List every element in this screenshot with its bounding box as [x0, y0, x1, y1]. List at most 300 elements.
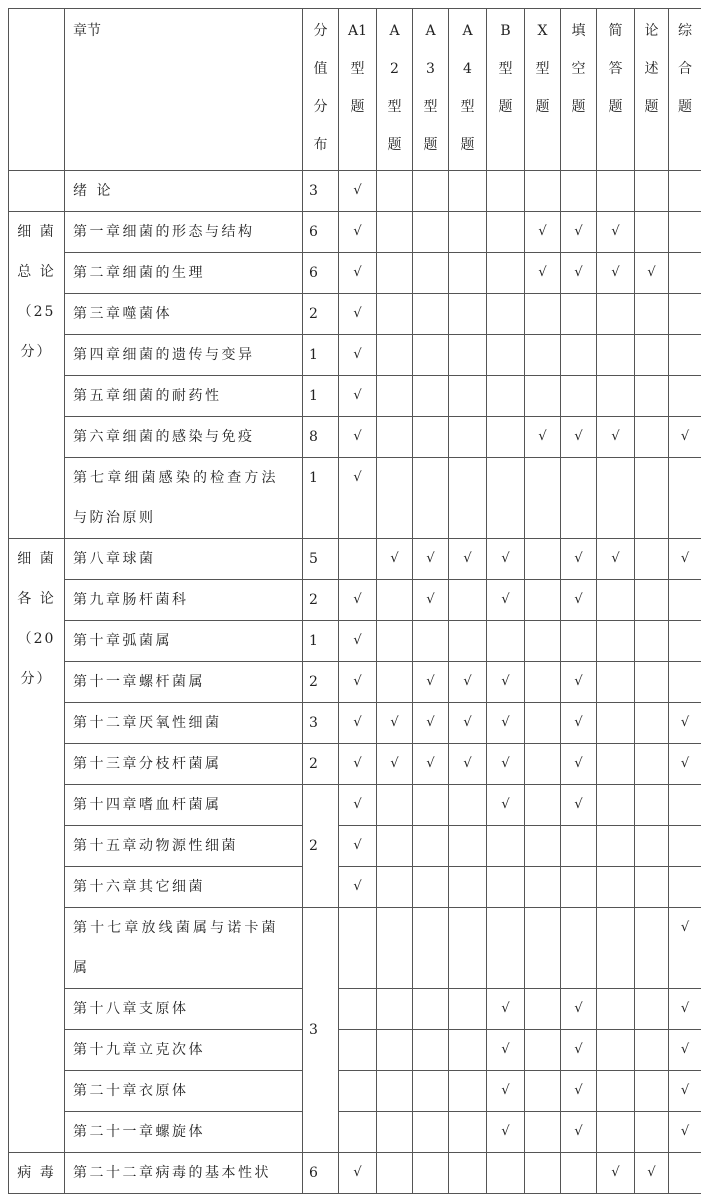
- check-mark-cell: √: [635, 1153, 669, 1194]
- header-type-char: B: [487, 12, 524, 50]
- check-mark-cell: √: [561, 1030, 597, 1071]
- empty-cell: [561, 335, 597, 376]
- score-cell: 6: [303, 1153, 339, 1194]
- empty-cell: [635, 785, 669, 826]
- empty-cell: [525, 1112, 561, 1153]
- chapter-cell: 第二章细菌的生理: [65, 253, 303, 294]
- check-mark-cell: √: [669, 1030, 701, 1071]
- empty-cell: [669, 867, 701, 908]
- check-mark-cell: √: [377, 539, 413, 580]
- header-type-char: 简: [597, 12, 634, 50]
- empty-cell: [635, 703, 669, 744]
- empty-cell: [635, 580, 669, 621]
- empty-cell: [525, 785, 561, 826]
- chapter-cell: 第十八章支原体: [65, 989, 303, 1030]
- group-label-line: 总 论: [9, 252, 64, 292]
- chapter-cell: 第三章噬菌体: [65, 294, 303, 335]
- chapter-cell: 第十九章立克次体: [65, 1030, 303, 1071]
- empty-cell: [525, 171, 561, 212]
- empty-cell: [413, 253, 449, 294]
- table-row: [9, 621, 701, 662]
- empty-cell: [377, 335, 413, 376]
- empty-cell: [635, 171, 669, 212]
- check-mark-cell: √: [339, 662, 377, 703]
- table-row: [9, 417, 701, 458]
- check-mark-cell: √: [525, 212, 561, 253]
- header-type-char: 型: [413, 88, 448, 126]
- check-mark-cell: √: [597, 417, 635, 458]
- empty-cell: [561, 458, 597, 539]
- empty-cell: [487, 417, 525, 458]
- check-mark-cell: √: [339, 867, 377, 908]
- header-type-A3: [413, 9, 449, 171]
- empty-cell: [597, 335, 635, 376]
- empty-cell: [449, 1153, 487, 1194]
- group-cell: [9, 171, 65, 212]
- empty-cell: [377, 417, 413, 458]
- header-type-char: 题: [339, 88, 376, 126]
- empty-cell: [635, 621, 669, 662]
- header-type-short: [597, 9, 635, 171]
- empty-cell: [413, 908, 449, 989]
- header-row: [9, 9, 701, 171]
- empty-cell: [449, 458, 487, 539]
- empty-cell: [561, 294, 597, 335]
- header-type-essay: [635, 9, 669, 171]
- header-type-char: A: [449, 12, 486, 50]
- table-row: [9, 539, 701, 580]
- chapter-cell: 第二十一章螺旋体: [65, 1112, 303, 1153]
- empty-cell: [487, 253, 525, 294]
- empty-cell: [339, 908, 377, 989]
- check-mark-cell: √: [339, 253, 377, 294]
- empty-cell: [635, 662, 669, 703]
- group-label-line: （25: [9, 292, 64, 332]
- empty-cell: [597, 1112, 635, 1153]
- check-mark-cell: √: [561, 417, 597, 458]
- header-type-char: 4: [449, 50, 486, 88]
- empty-cell: [449, 908, 487, 989]
- chapter-cell: 第十五章动物源性细菌: [65, 826, 303, 867]
- empty-cell: [487, 376, 525, 417]
- empty-cell: [487, 335, 525, 376]
- empty-cell: [377, 662, 413, 703]
- empty-cell: [413, 826, 449, 867]
- check-mark-cell: √: [339, 621, 377, 662]
- chapter-cell: 绪 论: [65, 171, 303, 212]
- empty-cell: [413, 1030, 449, 1071]
- group-label-line: 分）: [9, 659, 64, 699]
- header-chapter: 章节: [65, 9, 303, 171]
- empty-cell: [525, 908, 561, 989]
- empty-cell: [525, 703, 561, 744]
- check-mark-cell: √: [487, 1071, 525, 1112]
- header-type-char: 型: [339, 50, 376, 88]
- empty-cell: [597, 294, 635, 335]
- check-mark-cell: √: [561, 662, 597, 703]
- empty-cell: [635, 1030, 669, 1071]
- check-mark-cell: √: [339, 744, 377, 785]
- header-type-char: 2: [377, 50, 412, 88]
- empty-cell: [413, 212, 449, 253]
- empty-cell: [597, 867, 635, 908]
- table-row: [9, 335, 701, 376]
- check-mark-cell: √: [561, 212, 597, 253]
- empty-cell: [669, 662, 701, 703]
- header-type-char: 填: [561, 12, 596, 50]
- empty-cell: [525, 294, 561, 335]
- check-mark-cell: √: [597, 253, 635, 294]
- empty-cell: [449, 1071, 487, 1112]
- check-mark-cell: √: [449, 703, 487, 744]
- table-row: [9, 744, 701, 785]
- check-mark-cell: √: [449, 744, 487, 785]
- check-mark-cell: √: [339, 171, 377, 212]
- empty-cell: [413, 376, 449, 417]
- empty-cell: [525, 826, 561, 867]
- check-mark-cell: √: [487, 703, 525, 744]
- empty-cell: [449, 171, 487, 212]
- check-mark-cell: √: [487, 580, 525, 621]
- header-type-char: 型: [525, 50, 560, 88]
- check-mark-cell: √: [339, 703, 377, 744]
- empty-cell: [635, 908, 669, 989]
- empty-cell: [597, 171, 635, 212]
- check-mark-cell: √: [525, 253, 561, 294]
- empty-cell: [449, 580, 487, 621]
- check-mark-cell: √: [413, 580, 449, 621]
- empty-cell: [413, 785, 449, 826]
- check-mark-cell: √: [561, 580, 597, 621]
- empty-cell: [449, 989, 487, 1030]
- empty-cell: [413, 1112, 449, 1153]
- check-mark-cell: √: [339, 212, 377, 253]
- empty-cell: [525, 335, 561, 376]
- empty-cell: [449, 621, 487, 662]
- score-cell: 3: [303, 908, 339, 1153]
- empty-cell: [339, 989, 377, 1030]
- empty-cell: [449, 376, 487, 417]
- empty-cell: [635, 294, 669, 335]
- empty-cell: [413, 171, 449, 212]
- check-mark-cell: √: [669, 417, 701, 458]
- check-mark-cell: √: [487, 989, 525, 1030]
- header-type-char: A1: [339, 12, 376, 50]
- empty-cell: [413, 1153, 449, 1194]
- check-mark-cell: √: [487, 1030, 525, 1071]
- empty-cell: [561, 621, 597, 662]
- empty-cell: [339, 539, 377, 580]
- check-mark-cell: √: [413, 539, 449, 580]
- empty-cell: [413, 335, 449, 376]
- header-type-X: [525, 9, 561, 171]
- check-mark-cell: √: [487, 744, 525, 785]
- empty-cell: [635, 376, 669, 417]
- score-cell: 3: [303, 703, 339, 744]
- empty-cell: [377, 1071, 413, 1112]
- header-type-char: 题: [669, 88, 701, 126]
- header-score-char: 布: [303, 126, 338, 164]
- chapter-cell: 第十三章分枝杆菌属: [65, 744, 303, 785]
- chapter-cell: 第四章细菌的遗传与变异: [65, 335, 303, 376]
- empty-cell: [635, 826, 669, 867]
- empty-cell: [449, 1112, 487, 1153]
- empty-cell: [377, 253, 413, 294]
- check-mark-cell: √: [525, 417, 561, 458]
- empty-cell: [449, 294, 487, 335]
- header-type-char: X: [525, 12, 560, 50]
- empty-cell: [377, 294, 413, 335]
- empty-cell: [669, 212, 701, 253]
- empty-cell: [597, 376, 635, 417]
- empty-cell: [487, 458, 525, 539]
- header-type-char: 题: [525, 88, 560, 126]
- check-mark-cell: √: [339, 1153, 377, 1194]
- chapter-cell: 第二十二章病毒的基本性状: [65, 1153, 303, 1194]
- score-cell: 3: [303, 171, 339, 212]
- chapter-cell: 第九章肠杆菌科: [65, 580, 303, 621]
- group-cell: [9, 1153, 65, 1194]
- check-mark-cell: √: [487, 662, 525, 703]
- empty-cell: [377, 826, 413, 867]
- header-type-char: 题: [487, 88, 524, 126]
- empty-cell: [635, 335, 669, 376]
- empty-cell: [487, 908, 525, 989]
- empty-cell: [669, 253, 701, 294]
- empty-cell: [339, 1071, 377, 1112]
- group-label-line: 分）: [9, 332, 64, 372]
- empty-cell: [487, 826, 525, 867]
- empty-cell: [597, 989, 635, 1030]
- group-label-line: 细 菌: [9, 539, 64, 579]
- empty-cell: [561, 826, 597, 867]
- score-cell: 5: [303, 539, 339, 580]
- check-mark-cell: √: [413, 744, 449, 785]
- check-mark-cell: √: [339, 785, 377, 826]
- table-row: [9, 703, 701, 744]
- empty-cell: [669, 1153, 701, 1194]
- empty-cell: [669, 335, 701, 376]
- check-mark-cell: √: [487, 1112, 525, 1153]
- header-type-char: 综: [669, 12, 701, 50]
- header-score-char: 分: [303, 12, 338, 50]
- empty-cell: [561, 1153, 597, 1194]
- check-mark-cell: √: [561, 539, 597, 580]
- empty-cell: [635, 744, 669, 785]
- table-row: [9, 908, 701, 989]
- empty-cell: [669, 376, 701, 417]
- empty-cell: [525, 539, 561, 580]
- header-type-char: A: [377, 12, 412, 50]
- check-mark-cell: √: [669, 744, 701, 785]
- empty-cell: [449, 785, 487, 826]
- check-mark-cell: √: [561, 1112, 597, 1153]
- empty-cell: [377, 908, 413, 989]
- empty-cell: [597, 744, 635, 785]
- empty-cell: [449, 1030, 487, 1071]
- header-type-char: 论: [635, 12, 668, 50]
- header-type-char: 题: [635, 88, 668, 126]
- score-cell: 1: [303, 458, 339, 539]
- empty-cell: [377, 621, 413, 662]
- empty-cell: [669, 785, 701, 826]
- score-cell: 2: [303, 294, 339, 335]
- empty-cell: [525, 1153, 561, 1194]
- empty-cell: [339, 1112, 377, 1153]
- empty-cell: [635, 417, 669, 458]
- check-mark-cell: √: [669, 1112, 701, 1153]
- empty-cell: [487, 1153, 525, 1194]
- empty-cell: [669, 458, 701, 539]
- empty-cell: [597, 826, 635, 867]
- empty-cell: [669, 621, 701, 662]
- header-type-char: 3: [413, 50, 448, 88]
- header-type-char: 题: [413, 126, 448, 164]
- empty-cell: [561, 867, 597, 908]
- empty-cell: [413, 294, 449, 335]
- table-row: [9, 171, 701, 212]
- check-mark-cell: √: [669, 539, 701, 580]
- empty-cell: [525, 744, 561, 785]
- check-mark-cell: √: [377, 744, 413, 785]
- check-mark-cell: √: [339, 458, 377, 539]
- check-mark-cell: √: [339, 335, 377, 376]
- table-row: [9, 458, 701, 539]
- chapter-cell: 第六章细菌的感染与免疫: [65, 417, 303, 458]
- header-type-comp: [669, 9, 701, 171]
- group-label-line: 细 菌: [9, 212, 64, 252]
- empty-cell: [597, 1030, 635, 1071]
- group-cell: [9, 212, 65, 539]
- table-row: [9, 989, 701, 1030]
- empty-cell: [597, 1071, 635, 1112]
- empty-cell: [597, 703, 635, 744]
- empty-cell: [413, 867, 449, 908]
- empty-cell: [377, 1112, 413, 1153]
- empty-cell: [449, 867, 487, 908]
- empty-cell: [635, 989, 669, 1030]
- score-cell: 2: [303, 580, 339, 621]
- empty-cell: [635, 1071, 669, 1112]
- check-mark-cell: √: [597, 1153, 635, 1194]
- check-mark-cell: √: [413, 703, 449, 744]
- header-score: [303, 9, 339, 171]
- score-cell: 1: [303, 621, 339, 662]
- header-group-cell: [9, 9, 65, 171]
- empty-cell: [449, 253, 487, 294]
- header-type-char: 答: [597, 50, 634, 88]
- chapter-cell: 第十六章其它细菌: [65, 867, 303, 908]
- empty-cell: [377, 1153, 413, 1194]
- header-type-char: 题: [597, 88, 634, 126]
- empty-cell: [525, 376, 561, 417]
- check-mark-cell: √: [449, 539, 487, 580]
- empty-cell: [669, 294, 701, 335]
- score-cell: 1: [303, 335, 339, 376]
- empty-cell: [487, 171, 525, 212]
- chapter-cell: 第十一章螺杆菌属: [65, 662, 303, 703]
- empty-cell: [635, 867, 669, 908]
- empty-cell: [525, 580, 561, 621]
- header-type-char: 题: [377, 126, 412, 164]
- check-mark-cell: √: [339, 826, 377, 867]
- empty-cell: [635, 212, 669, 253]
- check-mark-cell: √: [413, 662, 449, 703]
- chapter-cell: 第八章球菌: [65, 539, 303, 580]
- check-mark-cell: √: [377, 703, 413, 744]
- check-mark-cell: √: [339, 580, 377, 621]
- empty-cell: [413, 989, 449, 1030]
- empty-cell: [487, 212, 525, 253]
- empty-cell: [525, 1071, 561, 1112]
- header-type-char: 型: [377, 88, 412, 126]
- empty-cell: [377, 989, 413, 1030]
- check-mark-cell: √: [487, 785, 525, 826]
- table-row: [9, 1030, 701, 1071]
- check-mark-cell: √: [339, 417, 377, 458]
- check-mark-cell: √: [635, 253, 669, 294]
- empty-cell: [487, 621, 525, 662]
- check-mark-cell: √: [339, 376, 377, 417]
- header-type-A1: [339, 9, 377, 171]
- empty-cell: [597, 785, 635, 826]
- check-mark-cell: √: [669, 908, 701, 989]
- header-type-char: A: [413, 12, 448, 50]
- score-cell: 2: [303, 785, 339, 908]
- score-cell: 8: [303, 417, 339, 458]
- empty-cell: [635, 458, 669, 539]
- table-row: [9, 785, 701, 826]
- empty-cell: [669, 580, 701, 621]
- empty-cell: [597, 458, 635, 539]
- score-cell: 6: [303, 212, 339, 253]
- empty-cell: [377, 212, 413, 253]
- empty-cell: [449, 826, 487, 867]
- table-row: [9, 212, 701, 253]
- header-type-char: 题: [449, 126, 486, 164]
- header-type-char: 型: [487, 50, 524, 88]
- empty-cell: [413, 621, 449, 662]
- chapter-cell: 第二十章衣原体: [65, 1071, 303, 1112]
- chapter-cell: 第十七章放线菌属与诺卡菌属: [65, 908, 303, 989]
- header-type-char: 述: [635, 50, 668, 88]
- header-type-A4: [449, 9, 487, 171]
- table-row: [9, 376, 701, 417]
- empty-cell: [669, 826, 701, 867]
- empty-cell: [377, 785, 413, 826]
- table-row: [9, 253, 701, 294]
- empty-cell: [525, 458, 561, 539]
- empty-cell: [525, 867, 561, 908]
- check-mark-cell: √: [669, 703, 701, 744]
- chapter-cell: 第一章细菌的形态与结构: [65, 212, 303, 253]
- chapter-cell: 第七章细菌感染的检查方法与防治原则: [65, 458, 303, 539]
- header-type-char: 空: [561, 50, 596, 88]
- empty-cell: [597, 621, 635, 662]
- empty-cell: [597, 580, 635, 621]
- empty-cell: [413, 458, 449, 539]
- empty-cell: [561, 376, 597, 417]
- empty-cell: [449, 417, 487, 458]
- empty-cell: [561, 171, 597, 212]
- check-mark-cell: √: [669, 989, 701, 1030]
- header-score-char: 值: [303, 50, 338, 88]
- check-mark-cell: √: [561, 1071, 597, 1112]
- table-row: [9, 1153, 701, 1194]
- empty-cell: [449, 212, 487, 253]
- chapter-cell: 第十四章嗜血杆菌属: [65, 785, 303, 826]
- table-row: [9, 1112, 701, 1153]
